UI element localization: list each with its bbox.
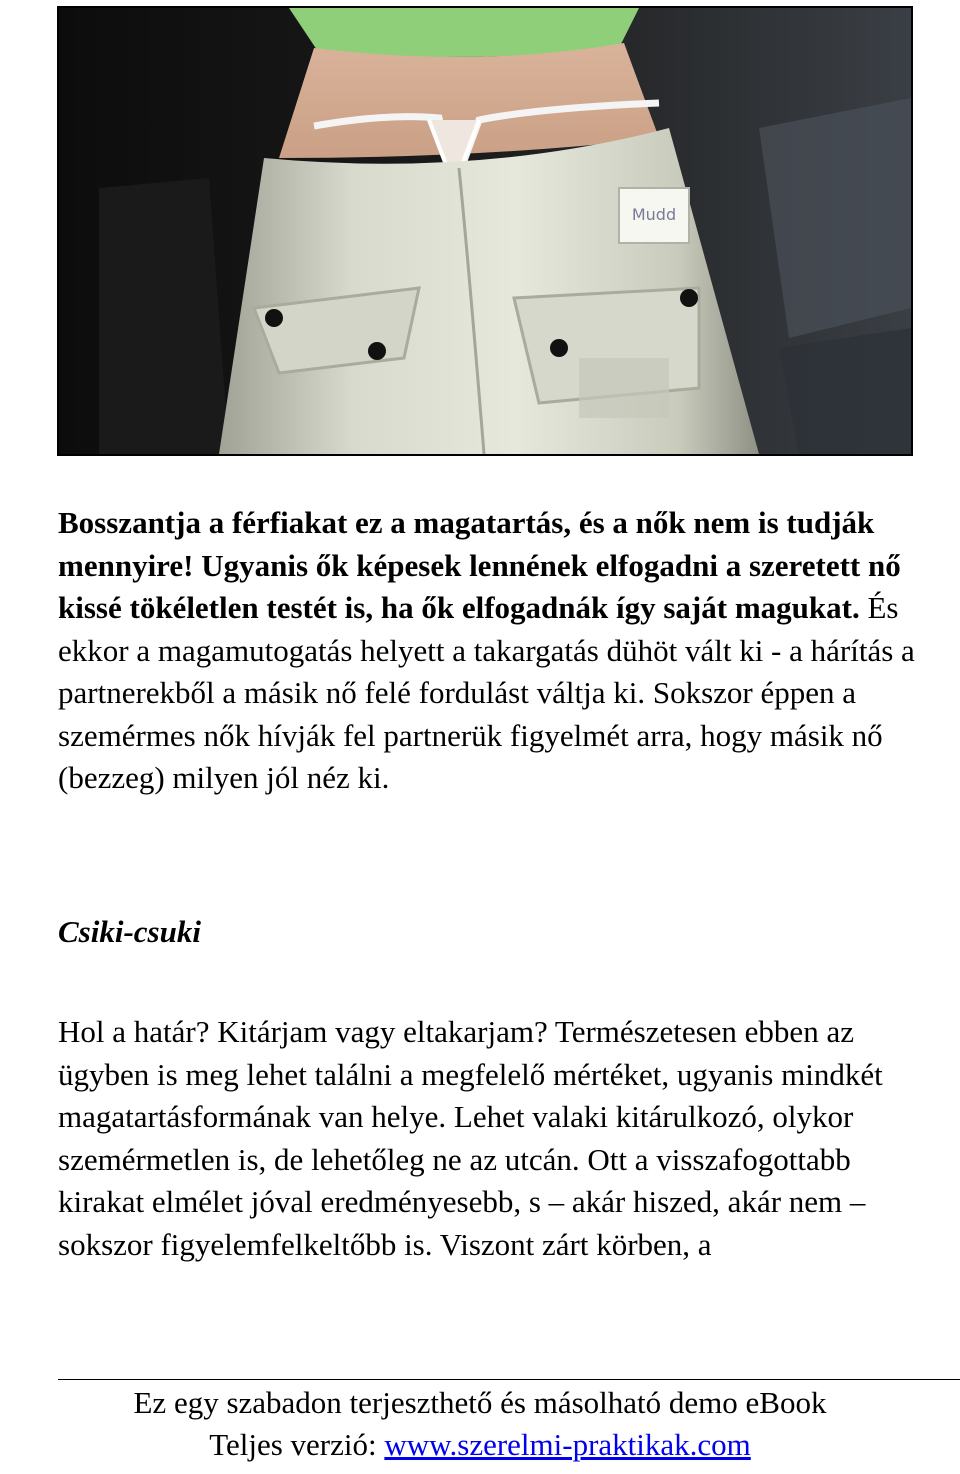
paragraph-1-normal: És ekkor a magamutogatás helyett a takargatás dühöt vált ki - a hárítás a partnerekből a másik nő felé fordulást váltja ki. Sokszor éppen a szemérmes nők hívják fel partnerük figyelmét arra, hogy másik nő (bezzeg) milyen jól néz ki. xyxy=(58,590,915,795)
footer-full-version-label: Teljes verzió: xyxy=(209,1427,385,1462)
paragraph-2: Hol a határ? Kitárjam vagy eltakarjam? Természetesen ebben az ügyben is meg lehet találni a megfelelő mértéket, ugyanis mindkét magatartásformának van helye. Lehet valaki kitárulkozó, olykor szemérmetlen is, de lehetőleg ne az utcán. Ott a visszafogottabb kirakat elmélet jóval eredményesebb, s – akár hiszed, akár nem – sokszor figyelemfelkeltőbb is. Viszont zárt körben, a xyxy=(58,1014,883,1262)
footer-notice: Ez egy szabadon terjeszthető és másolható demo eBook xyxy=(133,1385,827,1420)
paragraph-1-bold: Bosszantja a férfiakat ez a magatartás, és a nők nem is tudják mennyire! Ugyanis ők képesek lennének elfogadni a szeretett nő kissé tökéletlen testét is, ha ők elfogadnák így saját magukat. xyxy=(58,505,901,625)
footer-divider xyxy=(58,1379,960,1380)
article-photo xyxy=(57,6,913,456)
footer-website-link[interactable]: www.szerelmi-praktikak.com xyxy=(384,1427,751,1462)
label-text: Mudd xyxy=(631,205,677,224)
section-heading: Csiki-csuki xyxy=(58,914,201,949)
footer-full-version xyxy=(0,1425,960,1465)
paragraph-1 xyxy=(58,502,918,800)
photo-illustration xyxy=(59,8,911,454)
